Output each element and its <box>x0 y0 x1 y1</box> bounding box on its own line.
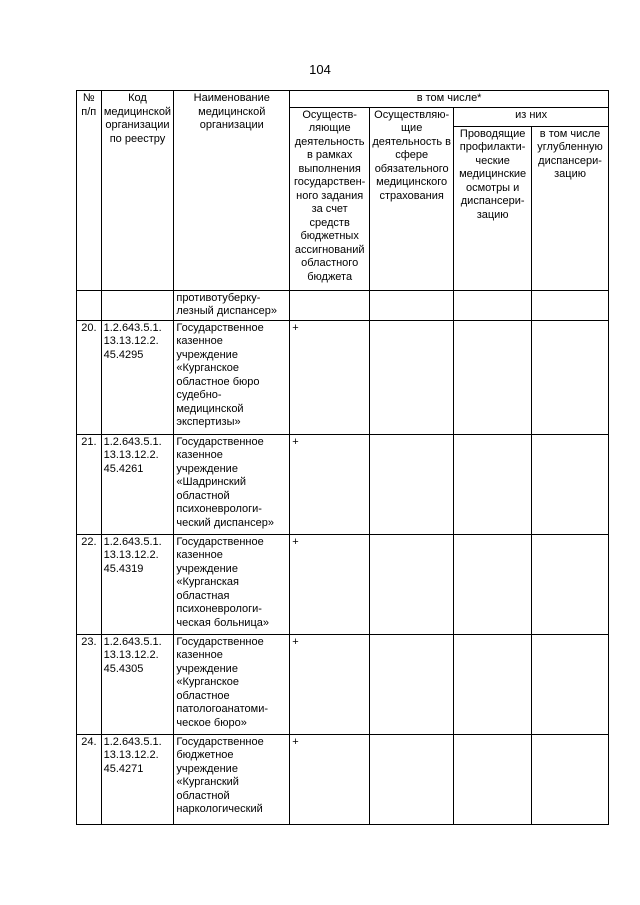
row-oms <box>370 634 454 734</box>
row-name: Государственное казенное учреждение «Курганская областная психоневрологи-ческая больница» <box>174 534 290 634</box>
row-prof <box>454 320 532 434</box>
row-num: 23. <box>77 634 102 734</box>
row-budget: + <box>290 534 370 634</box>
row-oms <box>370 434 454 534</box>
row-prof <box>454 434 532 534</box>
header-prof: Проводящие профилакти-ческие медицинские осмотры и диспансери-зацию <box>454 126 532 290</box>
table-row <box>77 734 609 824</box>
row-code: 1.2.643.5.1. 13.13.12.2. 45.4261 <box>101 434 174 534</box>
row-budget <box>290 290 370 320</box>
row-budget: + <box>290 734 370 824</box>
header-oms: Осуществляю-щие деятельность в сфере обязательного медицинского страхования <box>370 107 454 290</box>
row-budget: + <box>290 634 370 734</box>
row-code <box>101 290 174 320</box>
row-name: Государственное казенное учреждение «Шадринский областной психоневрологи-ческий диспансер» <box>174 434 290 534</box>
row-num: 20. <box>77 320 102 434</box>
row-oms <box>370 734 454 824</box>
row-num <box>77 290 102 320</box>
row-budget: + <box>290 434 370 534</box>
row-oms <box>370 320 454 434</box>
table-row <box>77 434 609 534</box>
row-oms <box>370 534 454 634</box>
row-deep <box>532 434 609 534</box>
row-deep <box>532 320 609 434</box>
table-row <box>77 634 609 734</box>
header-deep: в том числе углубленную диспансери-зацию <box>532 126 609 290</box>
header-name: Наименование медицинской организации <box>174 91 290 291</box>
header-of-them: из них <box>454 107 609 126</box>
table-row <box>77 290 609 320</box>
row-code: 1.2.643.5.1. 13.13.12.2. 45.4319 <box>101 534 174 634</box>
table-header <box>77 91 609 291</box>
header-code: Код медицинской организации по реестру <box>101 91 174 291</box>
row-code: 1.2.643.5.1. 13.13.12.2. 45.4295 <box>101 320 174 434</box>
row-num: 24. <box>77 734 102 824</box>
header-including: в том числе* <box>290 91 609 108</box>
row-prof <box>454 734 532 824</box>
row-deep <box>532 734 609 824</box>
row-code: 1.2.643.5.1. 13.13.12.2. 45.4271 <box>101 734 174 824</box>
organizations-table <box>76 90 609 825</box>
table-row <box>77 320 609 434</box>
row-deep <box>532 634 609 734</box>
row-oms <box>370 290 454 320</box>
row-name: Государственное казенное учреждение «Курганское областное патологоанатоми-ческое бюро» <box>174 634 290 734</box>
row-name: противотуберку-лезный диспансер» <box>174 290 290 320</box>
row-code: 1.2.643.5.1. 13.13.12.2. 45.4305 <box>101 634 174 734</box>
row-prof <box>454 534 532 634</box>
row-name: Государственное казенное учреждение «Курганское областное бюро судебно-медицинской экспертизы» <box>174 320 290 434</box>
row-prof <box>454 634 532 734</box>
row-num: 22. <box>77 534 102 634</box>
header-num: № п/п <box>77 91 102 291</box>
header-budget: Осуществ-ляющие деятельность в рамках выполнения государствен-ного задания за счет средств бюджетных ассигнований областного бюджета <box>290 107 370 290</box>
row-num: 21. <box>77 434 102 534</box>
row-prof <box>454 290 532 320</box>
page-number: 104 <box>309 62 331 77</box>
row-budget: + <box>290 320 370 434</box>
table-body <box>77 290 609 824</box>
row-name: Государственное бюджетное учреждение «Курганский областной наркологический <box>174 734 290 824</box>
row-deep <box>532 290 609 320</box>
row-deep <box>532 534 609 634</box>
table-row <box>77 534 609 634</box>
